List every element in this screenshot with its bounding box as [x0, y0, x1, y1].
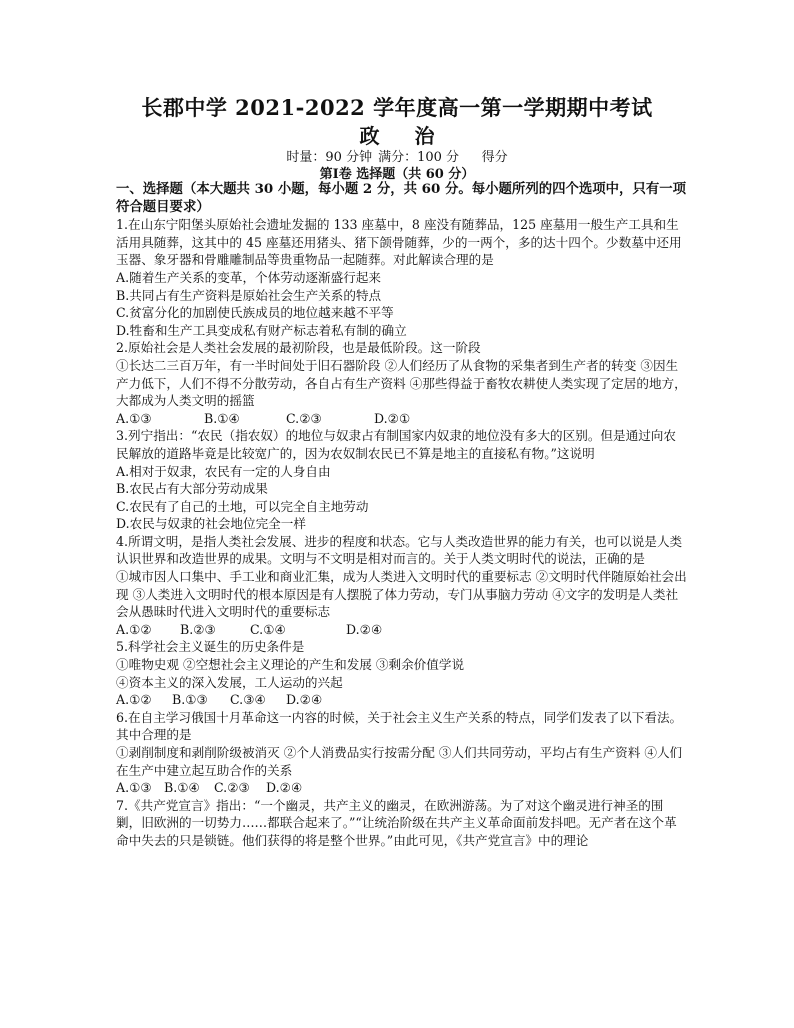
- option-row: [116, 779, 688, 797]
- option-row: [116, 691, 688, 709]
- option-a: A.①③: [116, 410, 152, 426]
- question-items: ①长达二三百万年，有一半时间处于旧石器阶段 ②人们经历了从食物的采集者到生产者的转变 ③因生产力低下，人们不得不分散劳动，各自占有生产资料 ④那些得益于畜牧农耕使人类实现了定居的地方，大都成为人类文明的摇篮: [116, 357, 687, 409]
- option-b: B.农民占有大部分劳动成果: [116, 481, 268, 497]
- option-a: A.相对于奴隶，农民有一定的人身自由: [116, 463, 331, 479]
- question-1: [116, 216, 688, 339]
- question-2: [116, 339, 688, 427]
- option-c: C.②③: [286, 410, 322, 426]
- option-b: B.共同占有生产资料是原始社会生产关系的特点: [116, 287, 382, 303]
- option-b: B.②③: [180, 621, 216, 637]
- option-row: [116, 621, 688, 639]
- option-d: D.农民与奴隶的社会地位完全一样: [116, 516, 306, 532]
- option-a: A.随着生产关系的变革，个体劳动逐渐盛行起来: [116, 269, 381, 285]
- exam-content: [116, 181, 688, 850]
- question-7: [116, 797, 688, 850]
- option-a: A.①②: [116, 692, 152, 708]
- question-stem: 4.所谓文明，是指人类社会发展、进步的程度和状态。它与人类改造世界的能力有关，也可以说是人类认识世界和改造世界的成果。文明与不文明是相对而言的。关于人类文明时代的说法，正确的是: [116, 533, 683, 567]
- question-items: ④资本主义的深入发展，工人运动的兴起: [116, 674, 343, 690]
- option-c: C.①④: [250, 621, 286, 637]
- question-items: ①唯物史观 ②空想社会主义理论的产生和发展 ③剩余价值学说: [116, 657, 465, 673]
- exam-time: 时量：90 分钟: [286, 150, 373, 165]
- question-stem: 5.科学社会主义诞生的历史条件是: [116, 639, 305, 655]
- exam-subject: 政 治: [359, 124, 449, 148]
- question-4: [116, 533, 688, 639]
- question-items: ①剥削制度和剥削阶级被消灭 ②个人消费品实行按需分配 ③人们共同劳动，平均占有生产资料 ④人们在生产中建立起互助合作的关系: [116, 745, 683, 778]
- question-stem: 6.在自主学习俄国十月革命这一内容的时候，关于社会主义生产关系的特点，同学们发表了以下看法。其中合理的是: [116, 709, 683, 743]
- question-items: ①城市因人口集中、手工业和商业汇集，成为人类进入文明时代的重要标志 ②文明时代伴随原始社会出现 ③人类进入文明时代的根本原因是有人摆脱了体力劳动，专门从事脑力劳动 ④文字的发明是人类社会从愚昧时代进入文明时代的重要标志: [116, 569, 687, 620]
- option-d: D.②④: [346, 621, 383, 637]
- question-3: [116, 427, 688, 533]
- option-c: C.②③: [214, 780, 250, 796]
- question-5: [116, 638, 688, 708]
- option-b: B.①④: [204, 410, 240, 426]
- question-stem: 1.在山东宁阳堡头原始社会遗址发掘的 133 座墓中，8 座没有随葬品，125 座墓用一般生产工具和生活用具随葬，这其中的 45 座墓还用猪头、猪下颌骨随葬，少的一两个，多的达十四个。少数墓中还用玉器、象牙器和骨雕雕制品等贵重物品一起随葬。对此解读合理的是: [116, 217, 682, 268]
- question-stem: 3.列宁指出：“农民（指农奴）的地位与奴隶占有制国家内奴隶的地位没有多大的区别。但是通过向农民解放的道路毕竟是比较宽广的，因为农奴制农民已不算是地主的直接私有物。”这说明: [116, 428, 676, 461]
- question-stem: 7.《共产党宣言》指出：“一个幽灵，共产主义的幽灵，在欧洲游荡。为了对这个幽灵进行神圣的围剿，旧欧洲的一切势力……都联合起来了。”“让统治阶级在共产主义革命面前发抖吧。无产者在这个革命中失去的只是锁链。他们获得的将是整个世界。”由此可见，《共产党宣言》中的理论: [116, 797, 677, 848]
- exam-title: 长郡中学 2021-2022 学年度高一第一学期期中考试: [141, 95, 653, 120]
- question-stem: 2.原始社会是人类社会发展的最初阶段，也是最低阶段。这一阶段: [116, 340, 481, 356]
- option-a: A.①③: [116, 780, 152, 796]
- option-row: [116, 410, 688, 428]
- option-b: B.①③: [172, 692, 208, 708]
- option-d: D.②④: [266, 780, 303, 796]
- question-6: [116, 709, 688, 797]
- option-c: C.③④: [230, 692, 266, 708]
- option-d: D.牲畜和生产工具变成私有财产标志着私有制的确立: [116, 322, 407, 338]
- option-c: C.农民有了自己的土地，可以完全自主地劳动: [116, 498, 369, 514]
- option-c: C.贫富分化的加剧使氏族成员的地位越来越不平等: [116, 305, 394, 321]
- exam-full-score: 满分：100 分: [378, 150, 460, 165]
- option-d: D.②④: [286, 692, 323, 708]
- section-heading: 一、选择题（本大题共 30 小题，每小题 2 分，共 60 分。每小题所列的四个选项中，只有一项符合题目要求）: [116, 181, 687, 215]
- option-d: D.②①: [374, 410, 411, 426]
- option-a: A.①②: [116, 621, 152, 637]
- exam-score-label: 得分: [481, 150, 508, 165]
- part-heading: 第Ⅰ卷 选择题（共 60 分）: [319, 167, 475, 182]
- option-b: B.①④: [164, 780, 200, 796]
